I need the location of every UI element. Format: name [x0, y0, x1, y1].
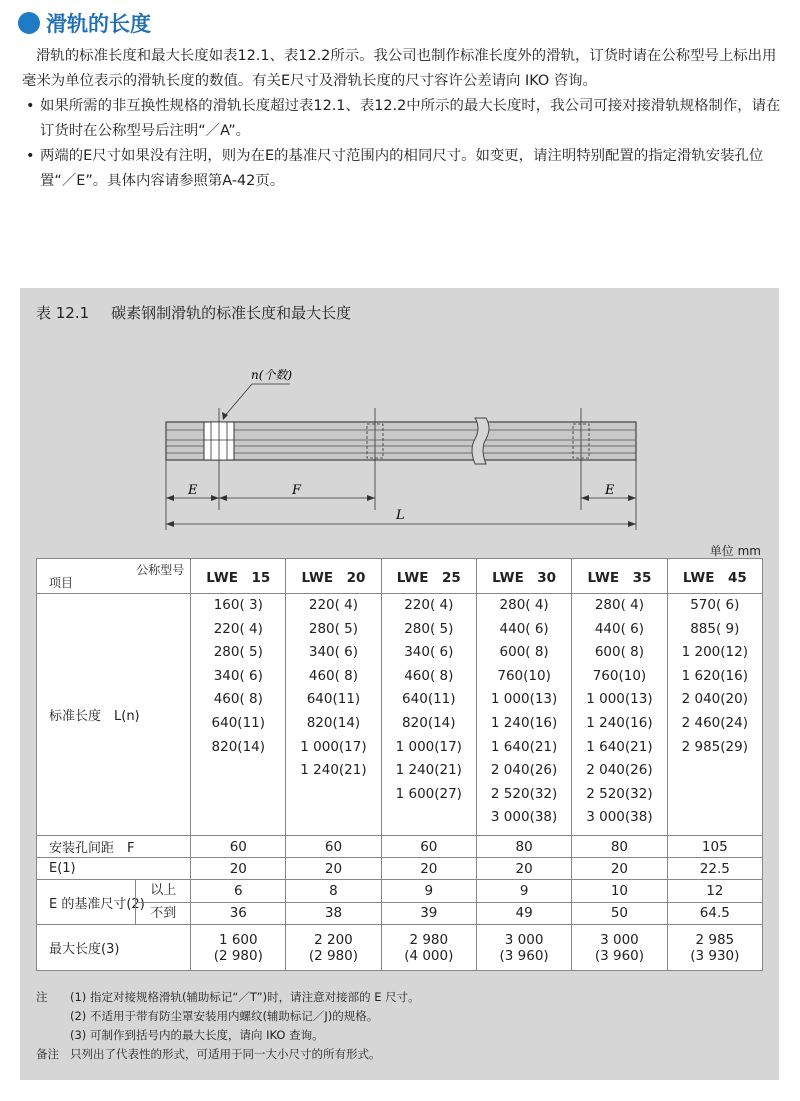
bullet-item: • 如果所需的非互换性规格的滑轨长度超过表12.1、表12.2中所示的最大长度时，我公司可接对接滑轨规格制作，请在订货时在公称型号后注明“／A”。: [22, 94, 784, 144]
below-value: 36: [191, 902, 286, 925]
std-length-value: 2 040(20): [681, 691, 748, 708]
table-notes: [36, 988, 420, 1064]
std-length-value: 1 000(13): [586, 691, 653, 708]
dim-arrow: [628, 495, 636, 501]
e-value: 22.5: [667, 858, 762, 880]
e-base-label: E 的基准尺寸(2): [49, 896, 145, 912]
model-header: LWE 30: [476, 559, 571, 594]
std-length-value: 440( 6): [499, 620, 549, 637]
max-value-paren: (2 980): [213, 947, 263, 964]
below-value: 50: [572, 902, 667, 925]
remark-prefix: 备注: [36, 1047, 59, 1061]
dim-l-label: L: [396, 508, 405, 523]
model-header: LWE 25: [381, 559, 476, 594]
bullet-item: • 两端的E尺寸如果没有注明，则为在E的基准尺寸范围内的相同尺寸。如变更，请注明特别配置的指定滑轨安装孔位置“／E”。具体内容请参照第A-42页。: [22, 144, 784, 194]
f-value: 80: [476, 836, 571, 858]
max-value-cell: [191, 925, 286, 971]
header-bottom-label: 项目: [49, 576, 74, 590]
dim-e-label: E: [188, 483, 198, 498]
std-length-value: 1 600(27): [395, 785, 462, 802]
max-value: 2 985: [695, 931, 735, 948]
note-1: (1) 指定对接规格滑轨(辅助标记“／T”)时，请注意对接部的 E 尺寸。: [70, 990, 420, 1004]
std-length-value: 2 460(24): [681, 714, 748, 731]
above-value: 8: [286, 880, 381, 903]
std-length-value: 280( 4): [499, 597, 549, 613]
above-value: 6: [191, 880, 286, 903]
std-length-value: 280( 5): [308, 620, 359, 637]
max-value: 3 000: [600, 931, 639, 948]
f-label: 安装孔间距 F: [37, 836, 191, 858]
below-value: 39: [381, 902, 476, 925]
dim-arrow: [628, 521, 636, 527]
above-value: 9: [381, 880, 476, 903]
std-length-cell: [476, 594, 571, 836]
rail-drawing: [20, 288, 779, 548]
note-row: [36, 988, 420, 1007]
max-value-paren: (3 930): [690, 947, 740, 964]
above-label: 以上: [136, 880, 190, 903]
std-length-value: 1 200(12): [681, 644, 748, 661]
std-length-value: 340( 6): [404, 644, 454, 661]
std-length-value: 460( 8): [404, 667, 454, 684]
e-value: 20: [572, 858, 667, 880]
note-3: (3) 可制作到括号内的最大长度，请向 IKO 查询。: [70, 1028, 324, 1042]
max-value-cell: [286, 925, 381, 971]
max-length-row: [37, 925, 763, 971]
std-length-value: 640(11): [402, 691, 456, 708]
std-length-value: 1 640(21): [490, 738, 558, 755]
diagonal-header: [37, 559, 191, 594]
f-value: 60: [191, 836, 286, 858]
std-length-value: 820(14): [402, 714, 456, 731]
std-length-value: 340( 6): [213, 667, 263, 684]
std-length-value: 2 040(26): [586, 762, 653, 779]
above-value: 10: [572, 880, 667, 903]
above-value: 9: [476, 880, 571, 903]
std-length-value: 440( 6): [594, 620, 645, 637]
remark-text: 只列出了代表性的形式，可适用于同一大小尺寸的所有形式。: [70, 1047, 381, 1061]
max-value: 2 980: [409, 931, 449, 948]
f-value: 60: [286, 836, 381, 858]
note-row: [36, 1007, 420, 1026]
below-value: 49: [476, 902, 571, 925]
std-length-label: 标准长度 L(n): [37, 594, 191, 836]
dim-arrow: [211, 495, 219, 501]
note-prefix: 注: [36, 990, 48, 1004]
e-value: 20: [191, 858, 286, 880]
std-length-value: 640(11): [306, 691, 361, 708]
e-value: 20: [476, 858, 571, 880]
std-length-value: 760(10): [592, 667, 647, 684]
std-length-value: 820(14): [211, 738, 266, 755]
remark-row: [36, 1045, 420, 1064]
dim-arrow: [166, 521, 174, 527]
header-top-label: 公称型号: [136, 563, 185, 577]
header-row: [37, 559, 763, 594]
max-value-cell: [476, 925, 571, 971]
std-length-value: 1 620(16): [681, 667, 748, 684]
std-length-value: 1 240(21): [300, 762, 367, 779]
std-length-value: 280( 5): [213, 644, 263, 661]
section-header: [18, 8, 151, 38]
max-value-cell: [381, 925, 476, 971]
table-number: 表 12.1: [36, 304, 90, 322]
std-length-value: 160( 3): [213, 597, 263, 613]
note-row: [36, 1026, 420, 1045]
dim-f-label: F: [292, 483, 302, 498]
std-length-value: 1 240(16): [586, 714, 653, 731]
max-value-paren: (3 960): [594, 947, 645, 964]
std-length-value: 220( 4): [213, 620, 263, 637]
dim-e-label: E: [605, 483, 615, 498]
std-length-value: 280( 4): [594, 597, 645, 613]
std-length-value: 820(14): [306, 714, 361, 731]
std-length-value: 2 985(29): [681, 738, 748, 755]
rail-body: [166, 422, 636, 460]
unit-label: 单位 mm: [709, 544, 761, 558]
max-value: 3 000: [504, 931, 544, 948]
std-length-value: 1 240(16): [490, 714, 558, 731]
max-length-label: 最大长度(3): [37, 925, 191, 971]
std-length-value: 570( 6): [690, 597, 740, 613]
std-length-row: [37, 594, 763, 836]
model-header: LWE 35: [572, 559, 667, 594]
max-value-cell: [667, 925, 762, 971]
model-header: LWE 20: [286, 559, 381, 594]
note-2: (2) 不适用于带有防尘罩安装用内螺纹(辅助标记／J)的规格。: [70, 1009, 379, 1023]
std-length-cell: [381, 594, 476, 836]
max-value: 1 600: [218, 931, 258, 948]
dim-arrow: [166, 495, 174, 501]
std-length-value: 280( 5): [404, 620, 454, 637]
section-bullet-icon: [18, 12, 40, 34]
std-length-value: 600( 8): [499, 644, 549, 661]
max-value-paren: (2 980): [308, 947, 359, 964]
spec-table: [36, 558, 763, 971]
below-label: 不到: [150, 906, 177, 921]
model-header: LWE 45: [667, 559, 762, 594]
std-length-cell: [667, 594, 762, 836]
std-length-value: 600( 8): [594, 644, 645, 661]
max-value: 2 200: [314, 931, 353, 948]
e-value: 20: [381, 858, 476, 880]
intro-paragraph: 滑轨的标准长度和最大长度如表12.1、表12.2所示。我公司也制作标准长度外的滑轨，订货时请在公称型号上标出用毫米为单位表示的滑轨长度的数值。有关E尺寸及滑轨长度的尺寸容许公差请向 IKO 咨询。: [22, 48, 777, 89]
e-row: [37, 858, 763, 880]
std-length-value: 220( 4): [404, 597, 454, 613]
f-value: 105: [667, 836, 762, 858]
above-value: 12: [667, 880, 762, 903]
section-title: 滑轨的长度: [46, 12, 151, 36]
max-value-paren: (3 960): [499, 947, 549, 964]
std-length-value: 3 000(38): [490, 809, 558, 826]
std-length-value: 3 000(38): [586, 809, 653, 826]
f-value: 60: [381, 836, 476, 858]
std-length-value: 1 000(17): [395, 738, 462, 755]
std-length-value: 340( 6): [308, 644, 359, 661]
max-value-paren: (4 000): [404, 947, 454, 964]
std-length-value: 885( 9): [690, 620, 740, 637]
model-header: LWE 15: [191, 559, 286, 594]
f-row: [37, 836, 763, 858]
dim-arrow: [581, 495, 589, 501]
std-length-value: 2 520(32): [490, 785, 558, 802]
f-value: 80: [572, 836, 667, 858]
std-length-value: 1 640(21): [586, 738, 653, 755]
std-length-value: 2 040(26): [490, 762, 558, 779]
dim-arrow: [367, 495, 375, 501]
intro-block: [22, 44, 784, 194]
table-panel: [20, 288, 779, 1080]
std-length-cell: [286, 594, 381, 836]
below-value: 38: [286, 902, 381, 925]
e-above-row: [37, 880, 763, 903]
leader-line: [223, 384, 252, 418]
std-length-value: 460( 8): [213, 691, 263, 708]
max-value-cell: [572, 925, 667, 971]
e-label: E(1): [37, 858, 191, 880]
below-value: 64.5: [667, 902, 762, 925]
std-length-value: 1 240(21): [395, 762, 462, 779]
std-length-value: 460( 8): [308, 667, 359, 684]
std-length-value: 220( 4): [308, 597, 359, 613]
bullet-list: [22, 94, 784, 194]
std-length-cell: [572, 594, 667, 836]
dim-arrow: [219, 495, 227, 501]
std-length-value: 1 000(13): [490, 691, 558, 708]
table-caption: 碳素钢制滑轨的标准长度和最大长度: [111, 304, 352, 322]
n-label: n(个数): [251, 368, 293, 382]
std-length-value: 1 000(17): [300, 738, 367, 755]
std-length-cell: [191, 594, 286, 836]
std-length-value: 640(11): [211, 714, 266, 731]
std-length-value: 760(10): [497, 667, 551, 684]
e-base-label-cell: [37, 880, 191, 925]
e-value: 20: [286, 858, 381, 880]
std-length-value: 2 520(32): [586, 785, 653, 802]
